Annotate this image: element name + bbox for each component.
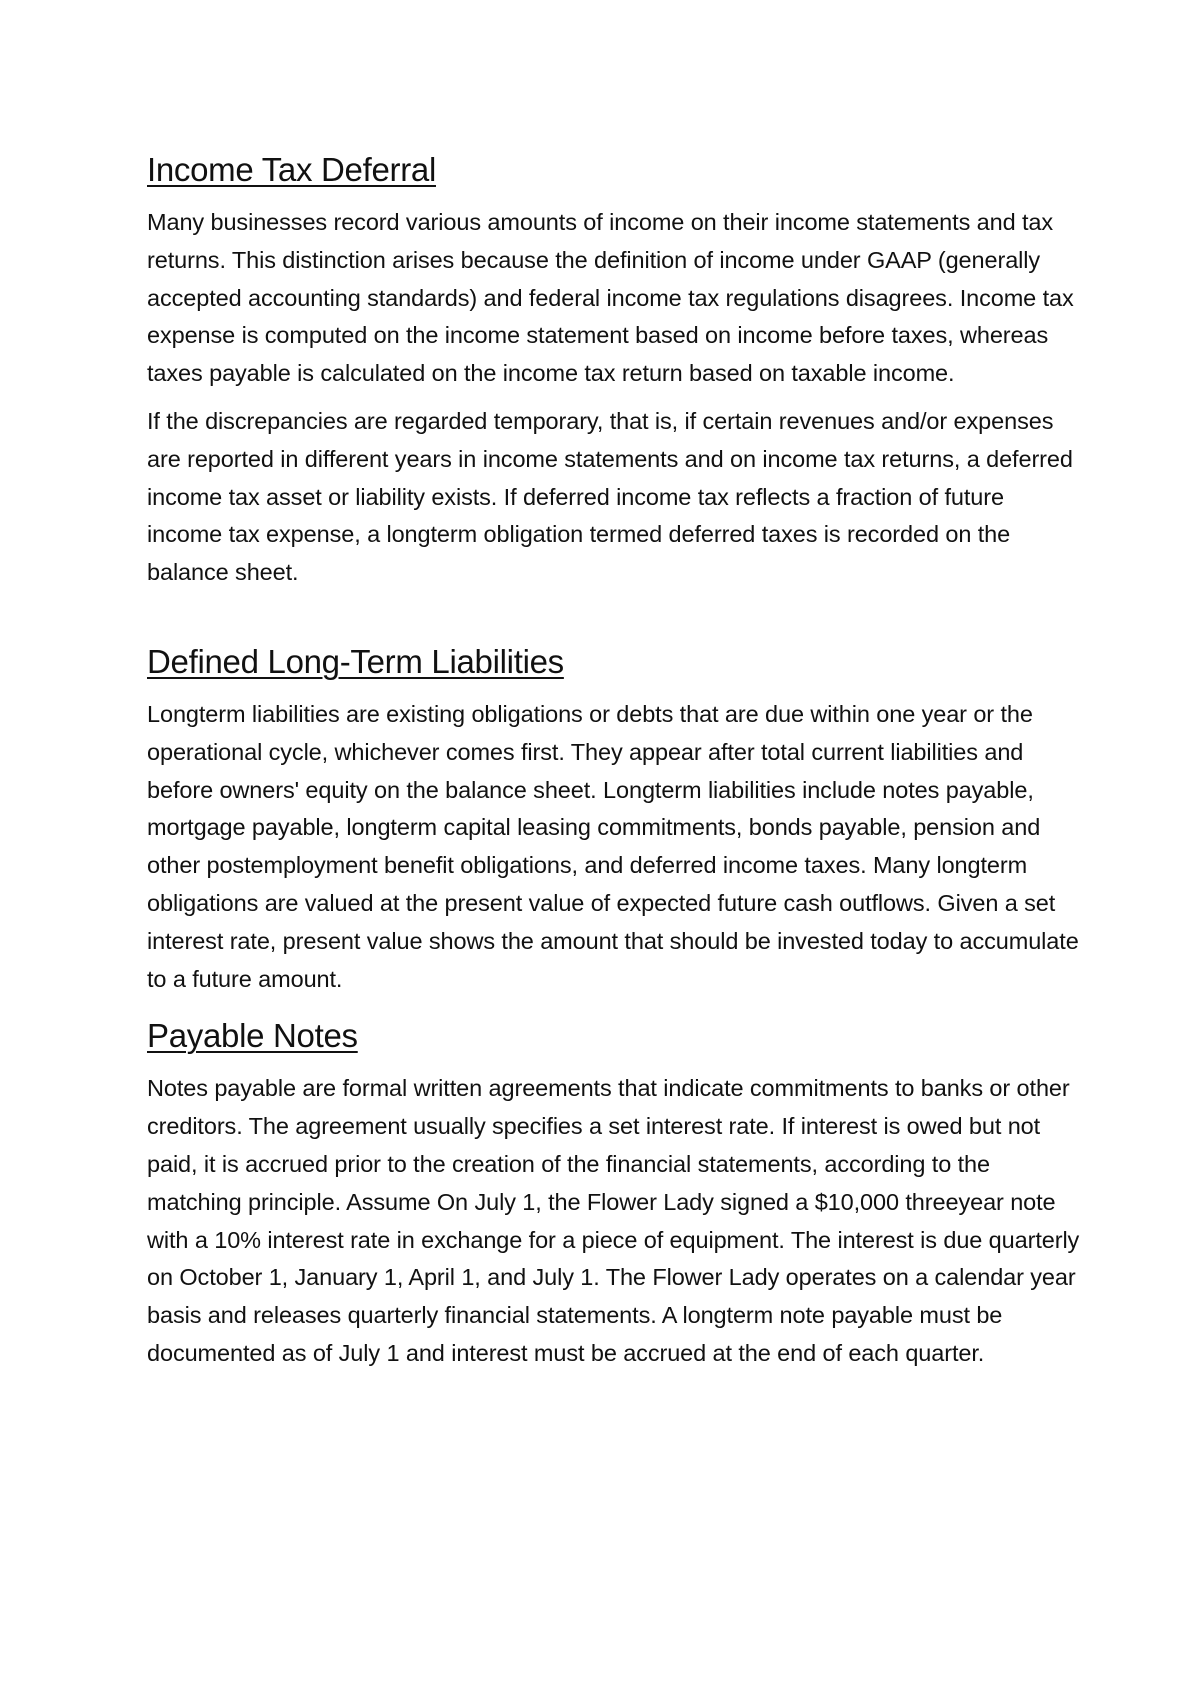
section-heading: Payable Notes xyxy=(147,1017,358,1055)
paragraph: Notes payable are formal written agreements that indicate commitments to banks or other creditors. The agreement usually specifies a set interest rate. If interest is owed but not paid, it is accrued prior to the creation of the financial statements, according to the matching principle. Assume On July 1, the Flower Lady signed a $10,000 threeyear note with a 10% interest rate in exchange for a piece of equipment. The interest is due quarterly on October 1, January 1, April 1, and July 1. The Flower Lady operates on a calendar year basis and releases quarterly financial statements. A longterm note payable must be documented as of July 1 and interest must be accrued at the end of each quarter. xyxy=(147,1075,1080,1366)
paragraph: Longterm liabilities are existing obligations or debts that are due within one year or the operational cycle, whichever comes first. They appear after total current liabilities and before owners' equity on the balance sheet. Longterm liabilities include notes payable, mortgage payable, longterm capital leasing commitments, bonds payable, pension and other postemployment benefit obligations, and deferred income taxes. Many longterm obligations are valued at the present value of expected future cash outflows. Given a set interest rate, present value shows the amount that should be invested today to accumulate to a future amount. xyxy=(147,700,1079,992)
paragraph: Many businesses record various amounts of income on their income statements and tax returns. This distinction arises because the definition of income under GAAP (generally accepted accounting standards) and federal income tax regulations disagrees. Income tax expense is computed on the income statement based on income before taxes, whereas taxes payable is calculated on the income tax return based on taxable income. xyxy=(147,209,1074,387)
section-income-tax-deferral xyxy=(147,150,1080,592)
section-defined-long-term-liabilities xyxy=(147,642,1080,998)
paragraph: If the discrepancies are regarded temporary, that is, if certain revenues and/or expenses are reported in different years in income statements and on income tax returns, a deferred income tax asset or liability exists. If deferred income tax reflects a fraction of future income tax expense, a longterm obligation termed deferred taxes is recorded on the balance sheet. xyxy=(147,407,1073,586)
section-heading: Income Tax Deferral xyxy=(147,151,436,188)
section-heading: Defined Long-Term Liabilities xyxy=(147,642,564,680)
section-payable-notes xyxy=(147,1016,1080,1372)
